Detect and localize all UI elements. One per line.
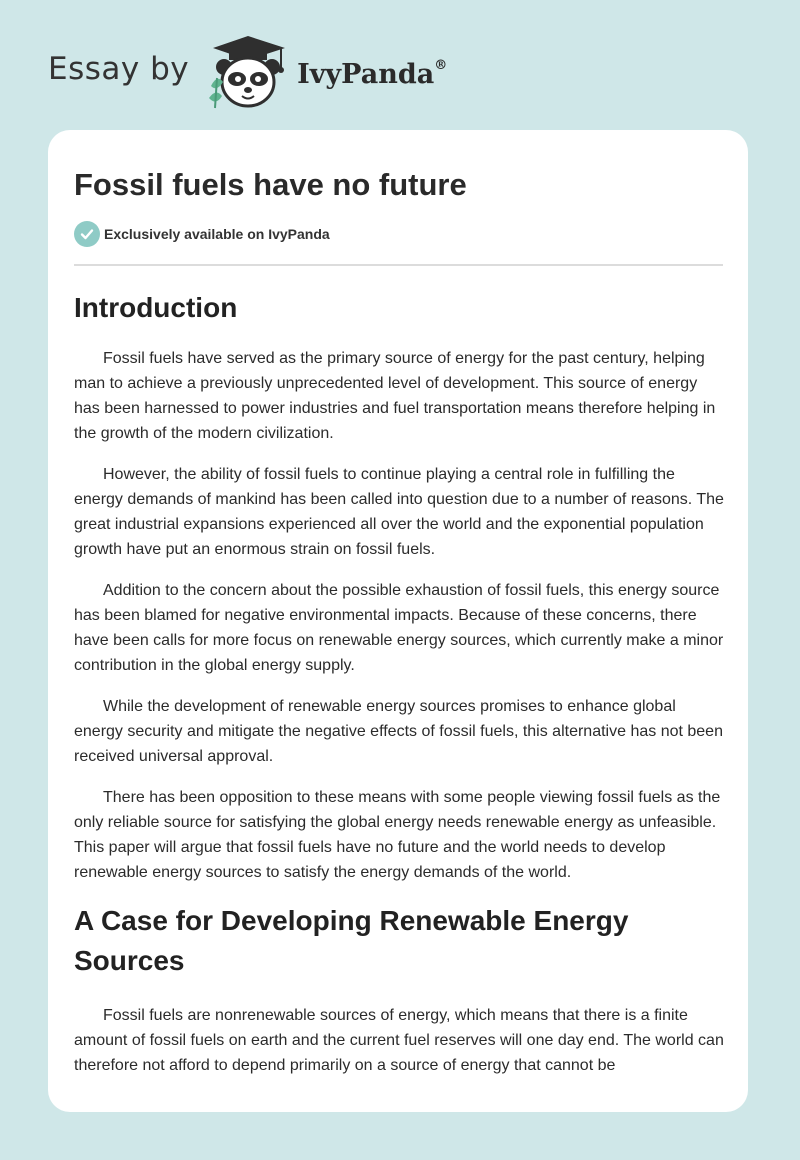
brand-name[interactable] <box>297 59 447 90</box>
essay-by-label: Essay by <box>48 51 190 87</box>
paragraph: Fossil fuels are nonrenewable sources of energy, which means that there is a finite amount of fossil fuels on earth and the current fuel reserves will one day end. The world can therefore not afford to depend primarily on a source of energy that cannot be <box>74 1007 724 1074</box>
check-circle-icon <box>74 221 100 247</box>
paragraph: Fossil fuels have served as the primary source of energy for the past century, helping man to achieve a previously unprecedented level of development. This source of energy has been harnessed to power industries and fuel transportation means therefore helping in the growth of the modern civilization. <box>74 350 716 442</box>
paragraph: Addition to the concern about the possible exhaustion of fossil fuels, this energy source has been blamed for negative environmental impacts. Because of these concerns, there have been calls for more focus on renewable energy sources, which currently make a minor contribution in the global energy supply. <box>74 582 724 674</box>
panda-graduate-icon[interactable] <box>205 34 291 110</box>
paragraph: While the development of renewable energy sources promises to enhance global energy security and mitigate the negative effects of fossil fuels, this alternative has not been received universal approval. <box>74 698 723 765</box>
site-header <box>48 34 447 110</box>
section-heading-introduction: Introduction <box>74 292 238 323</box>
page-title: Fossil fuels have no future <box>74 167 467 202</box>
section-heading-renewable: A Case for Developing Renewable Energy Sources <box>74 905 629 976</box>
exclusive-badge-label: Exclusively available on IvyPanda <box>104 226 330 242</box>
registered-mark: ® <box>434 57 448 73</box>
brand-text: IvyPanda <box>297 58 435 90</box>
paragraph: There has been opposition to these means with some people viewing fossil fuels as the only reliable source for satisfying the global energy needs renewable energy as unfeasible. This paper will argue that fossil fuels have no future and the world needs to develop renewable energy sources to satisfy the energy demands of the world. <box>74 789 721 881</box>
essay-card <box>48 130 748 1112</box>
divider <box>74 264 723 266</box>
exclusive-badge <box>74 220 722 248</box>
paragraph: However, the ability of fossil fuels to continue playing a central role in fulfilling the energy demands of mankind has been called into question due to a number of reasons. The great industrial expansions experienced all over the world and the exponential population growth have put an enormous strain on fossil fuels. <box>74 466 724 558</box>
